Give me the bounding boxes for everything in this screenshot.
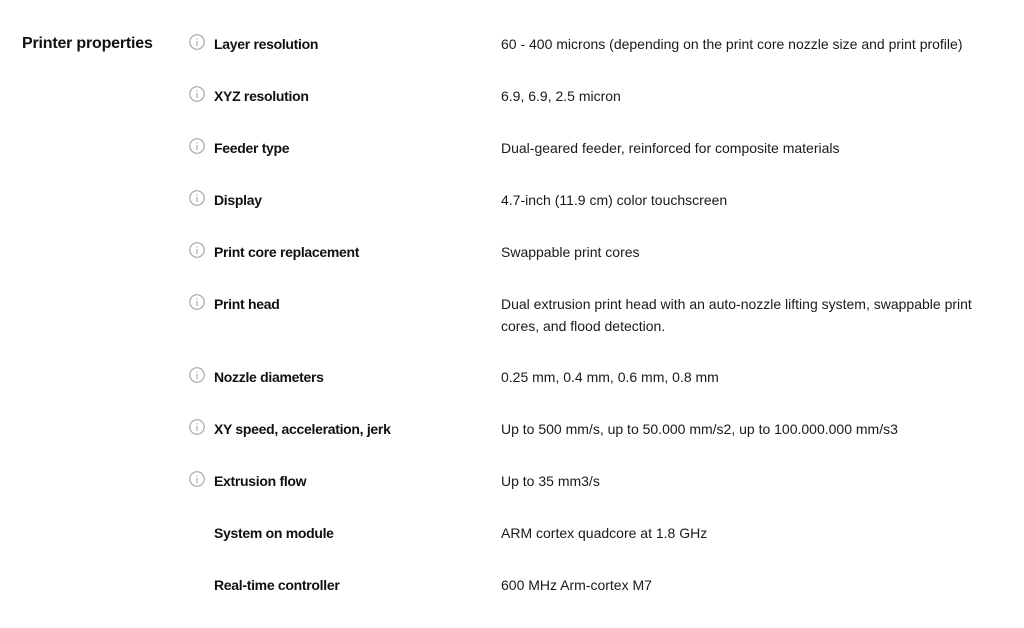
spec-value: 600 MHz Arm-cortex M7 bbox=[501, 577, 652, 593]
spec-label: Display bbox=[214, 192, 262, 208]
spec-value: Up to 500 mm/s, up to 50.000 mm/s2, up to 100.000.000 mm/s3 bbox=[501, 421, 898, 437]
info-icon[interactable] bbox=[189, 419, 205, 435]
spec-value: Swappable print cores bbox=[501, 244, 640, 260]
spec-value: Dual-geared feeder, reinforced for composite materials bbox=[501, 140, 840, 156]
info-icon[interactable] bbox=[189, 86, 205, 102]
spec-value: ARM cortex quadcore at 1.8 GHz bbox=[501, 525, 708, 541]
spec-label: Nozzle diameters bbox=[214, 369, 324, 385]
spec-value: Dual extrusion print head with an auto-nozzle lifting system, swappable print cores, and flood detection. bbox=[501, 296, 972, 334]
info-icon[interactable] bbox=[189, 471, 205, 487]
spec-value: 60 - 400 microns (depending on the print core nozzle size and print profile) bbox=[501, 36, 963, 52]
info-icon[interactable] bbox=[189, 242, 205, 258]
info-icon[interactable] bbox=[189, 367, 205, 383]
info-icon[interactable] bbox=[189, 138, 205, 154]
spec-value: 6.9, 6.9, 2.5 micron bbox=[501, 88, 621, 104]
spec-label: Layer resolution bbox=[214, 36, 319, 52]
info-icon[interactable] bbox=[189, 34, 205, 50]
spec-label: Print head bbox=[214, 296, 280, 312]
spec-label: Feeder type bbox=[214, 140, 290, 156]
spec-label: XY speed, acceleration, jerk bbox=[214, 421, 391, 437]
section-title: Printer properties bbox=[22, 35, 153, 52]
spec-label: Real-time controller bbox=[214, 577, 340, 593]
spec-label: Extrusion flow bbox=[214, 473, 307, 489]
info-icon[interactable] bbox=[189, 294, 205, 310]
spec-value: 4.7-inch (11.9 cm) color touchscreen bbox=[501, 192, 728, 208]
spec-label: Print core replacement bbox=[214, 244, 360, 260]
spec-value: Up to 35 mm3/s bbox=[501, 473, 600, 489]
spec-label: System on module bbox=[214, 525, 334, 541]
info-icon[interactable] bbox=[189, 190, 205, 206]
spec-label: XYZ resolution bbox=[214, 88, 309, 104]
spec-value: 0.25 mm, 0.4 mm, 0.6 mm, 0.8 mm bbox=[501, 369, 719, 385]
